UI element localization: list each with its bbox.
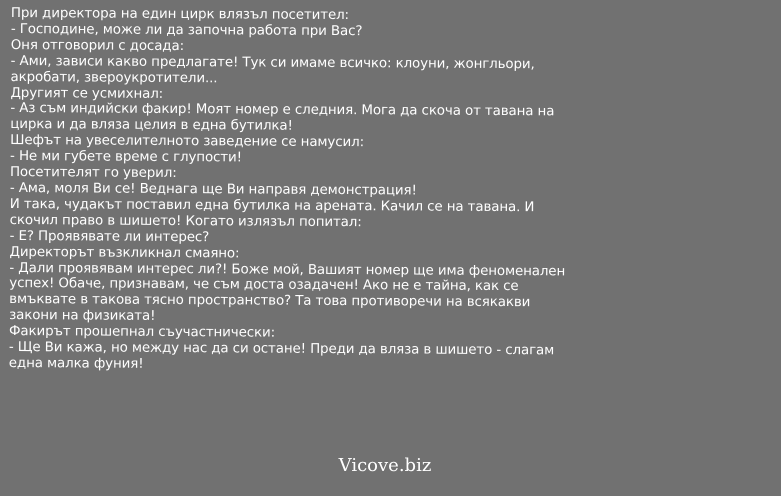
text-line: скочил право в шишето! Когато излязъл попитал: xyxy=(9,212,362,230)
text-line: - Не ми губете време с глупости! xyxy=(10,149,242,166)
text-line: Оня отговорил с досада: xyxy=(10,37,185,54)
text-line: цирка и да вляза целия в една бутилка! xyxy=(10,117,293,135)
text-line: - Е? Проявявате ли интерес? xyxy=(9,228,210,245)
text-line: При директора на един цирк влязъл посетител: xyxy=(10,6,350,24)
text-line: Посетителят го уверил: xyxy=(9,165,177,182)
text-line: - Аз съм индийски факир! Моят номер е следния. Мога да скоча от тавана на xyxy=(10,101,555,120)
text-line: - Ами, зависи какво предлагате! Тук си имаме всичко: клоуни, жонгльори, xyxy=(10,53,535,72)
text-line: - Ама, моля Ви се! Веднага ще Ви направя демонстрация! xyxy=(9,180,417,199)
text-line: - Дали проявявам интерес ли?! Боже мой, Вашият номер ще има феноменален xyxy=(9,260,566,279)
text-line: акробати, звероукротители... xyxy=(10,69,218,86)
site-watermark: Vicove.biz xyxy=(338,455,432,476)
text-line: - Ще Ви кажа, но между нас да си остане! Преди да вляза в шишето - слагам xyxy=(8,340,555,359)
joke-text xyxy=(9,6,571,375)
text-line: вмъквате в такова тясно пространство? Та това противоречи на всякакви xyxy=(9,292,531,311)
text-line: - Господине, може ли да започна работа при Вас? xyxy=(10,21,363,40)
text-line: Директорът възкликнал смаяно: xyxy=(9,244,240,261)
text-line: успех! Обаче, признавам, че съм доста озадачен! Ако не е тайна, как се xyxy=(9,276,519,295)
text-line: една малка фуния! xyxy=(8,355,144,372)
text-line: закони на физиката! xyxy=(9,308,156,325)
text-line: И така, чудакът поставил една бутилка на арената. Качил се на тавана. И xyxy=(9,196,535,216)
text-line: Шефът на увеселителното заведение се намусил: xyxy=(10,133,365,151)
text-line: Факирът прошепнал съучастнически: xyxy=(8,324,276,341)
text-line: Другият се усмихнал: xyxy=(10,85,164,102)
